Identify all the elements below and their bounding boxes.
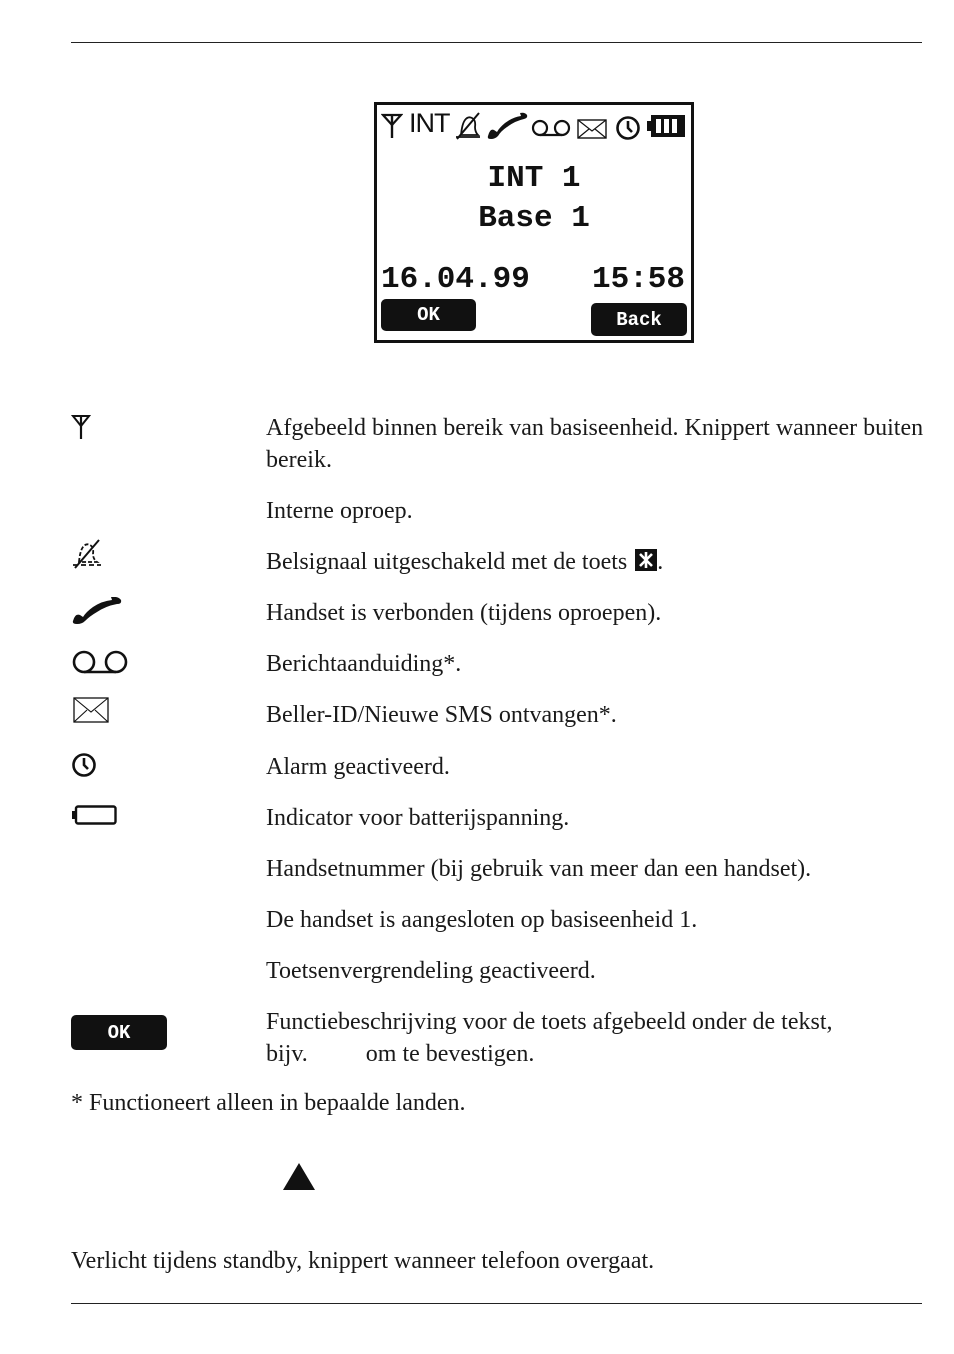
legend-text-line2-pre: bijv. [266, 1041, 308, 1067]
legend-text-suffix: . [657, 549, 664, 575]
bottom-rule [71, 1303, 922, 1304]
clock-icon [71, 752, 97, 778]
voicemail-icon [71, 650, 129, 676]
legend-text: Toetsenvergrendeling geactiveerd. [266, 958, 596, 984]
ok-key-icon: OK [71, 1015, 167, 1050]
legend-text [266, 1006, 926, 1070]
ringer-off-icon [453, 111, 483, 141]
star-key-icon [635, 549, 657, 571]
display-line-handset: INT 1 [487, 161, 581, 196]
softkey-back[interactable]: Back [591, 303, 687, 336]
status-bar [381, 108, 687, 141]
display-line-base: Base 1 [478, 201, 590, 236]
top-rule [71, 42, 922, 43]
legend-text: Berichtaanduiding*. [266, 651, 462, 677]
voicemail-icon [531, 119, 571, 137]
envelope-icon [73, 697, 109, 723]
clock-icon [615, 115, 641, 141]
antenna-icon [71, 414, 91, 440]
legend-text: Afgebeeld binnen bereik van basiseenheid. Knippert wanneer buiten bereik. [266, 415, 924, 473]
legend-text: Handsetnummer (bij gebruik van meer dan een handset). [266, 856, 812, 882]
display-time: 15:58 [591, 262, 685, 297]
legend-text-main: Belsignaal uitgeschakeld met de toets [266, 549, 628, 575]
legend-text: Alarm geactiveerd. [266, 754, 450, 780]
legend-text: Indicator voor batterijspanning. [266, 805, 570, 831]
int-indicator: INT [409, 108, 450, 138]
legend-text-line2-post: om te bevestigen. [365, 1041, 535, 1067]
handset-icon [485, 112, 529, 140]
ringer-off-icon [71, 537, 103, 571]
handset-icon [71, 597, 123, 625]
footnote: * Functioneert alleen in bepaalde landen. [71, 1090, 466, 1116]
backlight-description: Verlicht tijdens standby, knippert wanneer telefoon overgaat. [71, 1248, 655, 1274]
display-date: 16.04.99 [381, 262, 530, 297]
handset-display [374, 102, 694, 343]
battery-icon [647, 113, 687, 139]
legend-text: Interne oproep. [266, 498, 413, 524]
up-arrow-icon [283, 1163, 315, 1190]
legend-text: Handset is verbonden (tijdens oproepen). [266, 600, 662, 626]
battery-icon [71, 805, 117, 825]
legend-text: De handset is aangesloten op basiseenheid 1. [266, 907, 698, 933]
softkey-ok[interactable]: OK [381, 299, 476, 331]
legend-text-line1: Functiebeschrijving voor de toets afgebeeld onder de tekst, [266, 1009, 833, 1035]
envelope-icon [577, 119, 607, 139]
antenna-icon [381, 113, 403, 139]
legend-text: Beller-ID/Nieuwe SMS ontvangen*. [266, 702, 617, 728]
legend-text [266, 546, 926, 578]
